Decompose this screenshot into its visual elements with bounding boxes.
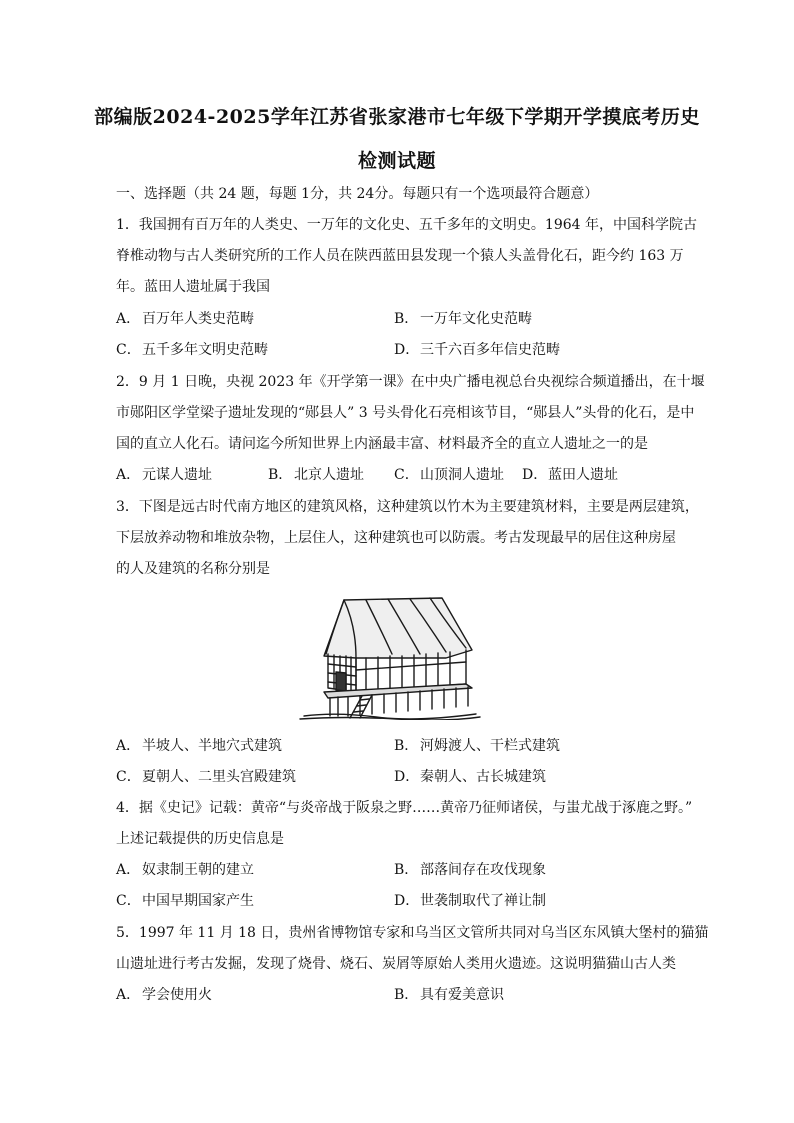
- option-text: 五千多年文明史范畴: [142, 342, 268, 358]
- option-label: B．: [394, 738, 419, 754]
- option-text: 具有爱美意识: [420, 987, 504, 1003]
- question-2-line-3: 国的直立人化石。请问迄今所知世界上内涵最丰富、材料最齐全的直立人遗址之一的是: [116, 436, 648, 452]
- option-label: C．: [116, 769, 141, 785]
- option-text: 奴隶制王朝的建立: [142, 862, 254, 878]
- question-3-line-1: 3．下图是远古时代南方地区的建筑风格，这种建筑以竹木为主要建筑材料，主要是两层建筑，: [116, 499, 699, 515]
- option-label: A．: [116, 987, 141, 1003]
- option-text: 半坡人、半地穴式建筑: [142, 738, 282, 754]
- option-label: D．: [394, 769, 420, 785]
- option-label: B．: [394, 311, 419, 327]
- option-label: C．: [116, 342, 141, 358]
- option-text: 秦朝人、古长城建筑: [420, 769, 546, 785]
- option-label: B．: [394, 862, 419, 878]
- question-3-option-c[interactable]: [116, 768, 296, 786]
- option-text: 百万年人类史范畴: [142, 311, 254, 327]
- question-2-line-1: 2．9 月 1 日晚，央视 2023 年《开学第一课》在中央广播电视总台央视综合频道播出，在十堰: [116, 374, 705, 390]
- question-1-line-3: 年。蓝田人遗址属于我国: [116, 279, 270, 295]
- question-5-line-1: 5．1997 年 11 月 18 日，贵州省博物馆专家和乌当区文管所共同对乌当区东风镇大堡村的猫猫: [116, 925, 709, 941]
- option-label: D．: [394, 342, 420, 358]
- question-3-line-3: 的人及建筑的名称分别是: [116, 561, 270, 577]
- question-5-option-b[interactable]: [394, 986, 504, 1004]
- option-label: A．: [116, 467, 141, 483]
- question-5-line-2: 山遗址进行考古发掘，发现了烧骨、烧石、炭屑等原始人类用火遗迹。这说明猫猫山古人类: [116, 956, 676, 972]
- option-text: 河姆渡人、干栏式建筑: [420, 738, 560, 754]
- option-text: 蓝田人遗址: [548, 467, 618, 483]
- option-text: 中国早期国家产生: [142, 893, 254, 909]
- question-4-option-d[interactable]: [394, 892, 546, 910]
- question-4-option-a[interactable]: [116, 861, 254, 879]
- option-text: 世袭制取代了禅让制: [420, 893, 546, 909]
- page-subtitle: 检测试题: [357, 150, 436, 172]
- question-3-option-d[interactable]: [394, 768, 546, 786]
- option-text: 元谋人遗址: [142, 467, 212, 483]
- question-4-option-c[interactable]: [116, 892, 254, 910]
- option-text: 学会使用火: [142, 987, 212, 1003]
- option-label: D．: [522, 467, 548, 483]
- question-3-option-a[interactable]: [116, 737, 282, 755]
- option-label: B．: [394, 987, 419, 1003]
- option-label: D．: [394, 893, 420, 909]
- question-4-line-2: 上述记载提供的历史信息是: [116, 831, 284, 847]
- option-label: B．: [268, 467, 293, 483]
- question-1-option-a[interactable]: [116, 310, 254, 328]
- question-1-option-d[interactable]: [394, 341, 560, 359]
- option-label: A．: [116, 311, 141, 327]
- section-heading: 一、选择题（共 24 题，每题 1分，共 24分。每题只有一个选项最符合题意）: [116, 186, 599, 202]
- option-label: C．: [116, 893, 141, 909]
- option-text: 北京人遗址: [294, 467, 364, 483]
- option-text: 三千六百多年信史范畴: [420, 342, 560, 358]
- question-5-option-a[interactable]: [116, 986, 212, 1004]
- question-4-option-b[interactable]: [394, 861, 546, 879]
- question-2-option-d[interactable]: [522, 466, 618, 484]
- page-title: 部编版2024-2025学年江苏省张家港市七年级下学期开学摸底考历史: [94, 106, 700, 128]
- option-label: A．: [116, 738, 141, 754]
- question-3-option-b[interactable]: [394, 737, 560, 755]
- question-1-line-2: 脊椎动物与古人类研究所的工作人员在陕西蓝田县发现一个猿人头盖骨化石，距今约 163 万: [116, 248, 684, 264]
- option-text: 山顶洞人遗址: [420, 467, 504, 483]
- question-1-option-b[interactable]: [394, 310, 532, 328]
- question-2-option-c[interactable]: [394, 466, 504, 484]
- question-2-option-a[interactable]: [116, 466, 212, 484]
- question-2-line-2: 市郧阳区学堂梁子遗址发现的“郧县人” 3 号头骨化石亮相该节目，“郧县人”头骨的化石，是中: [116, 405, 695, 421]
- question-3-line-2: 下层放养动物和堆放杂物，上层住人，这种建筑也可以防震。考古发现最早的居住这种房屋: [116, 530, 676, 546]
- question-2-option-b[interactable]: [268, 466, 364, 484]
- option-label: C．: [394, 467, 419, 483]
- question-1-line-1: 1．我国拥有百万年的人类史、一万年的文化史、五千多年的文明史。1964 年，中国科学院古: [116, 217, 697, 233]
- option-text: 夏朝人、二里头宫殿建筑: [142, 769, 296, 785]
- question-4-line-1: 4．据《史记》记载：黄帝“与炎帝战于阪泉之野……黄帝乃征师诸侯，与蚩尤战于涿鹿之野。”: [116, 800, 693, 816]
- stilt-house-illustration: [296, 592, 482, 720]
- option-text: 部落间存在攻伐现象: [420, 862, 546, 878]
- option-text: 一万年文化史范畴: [420, 311, 532, 327]
- option-label: A．: [116, 862, 141, 878]
- question-1-option-c[interactable]: [116, 341, 268, 359]
